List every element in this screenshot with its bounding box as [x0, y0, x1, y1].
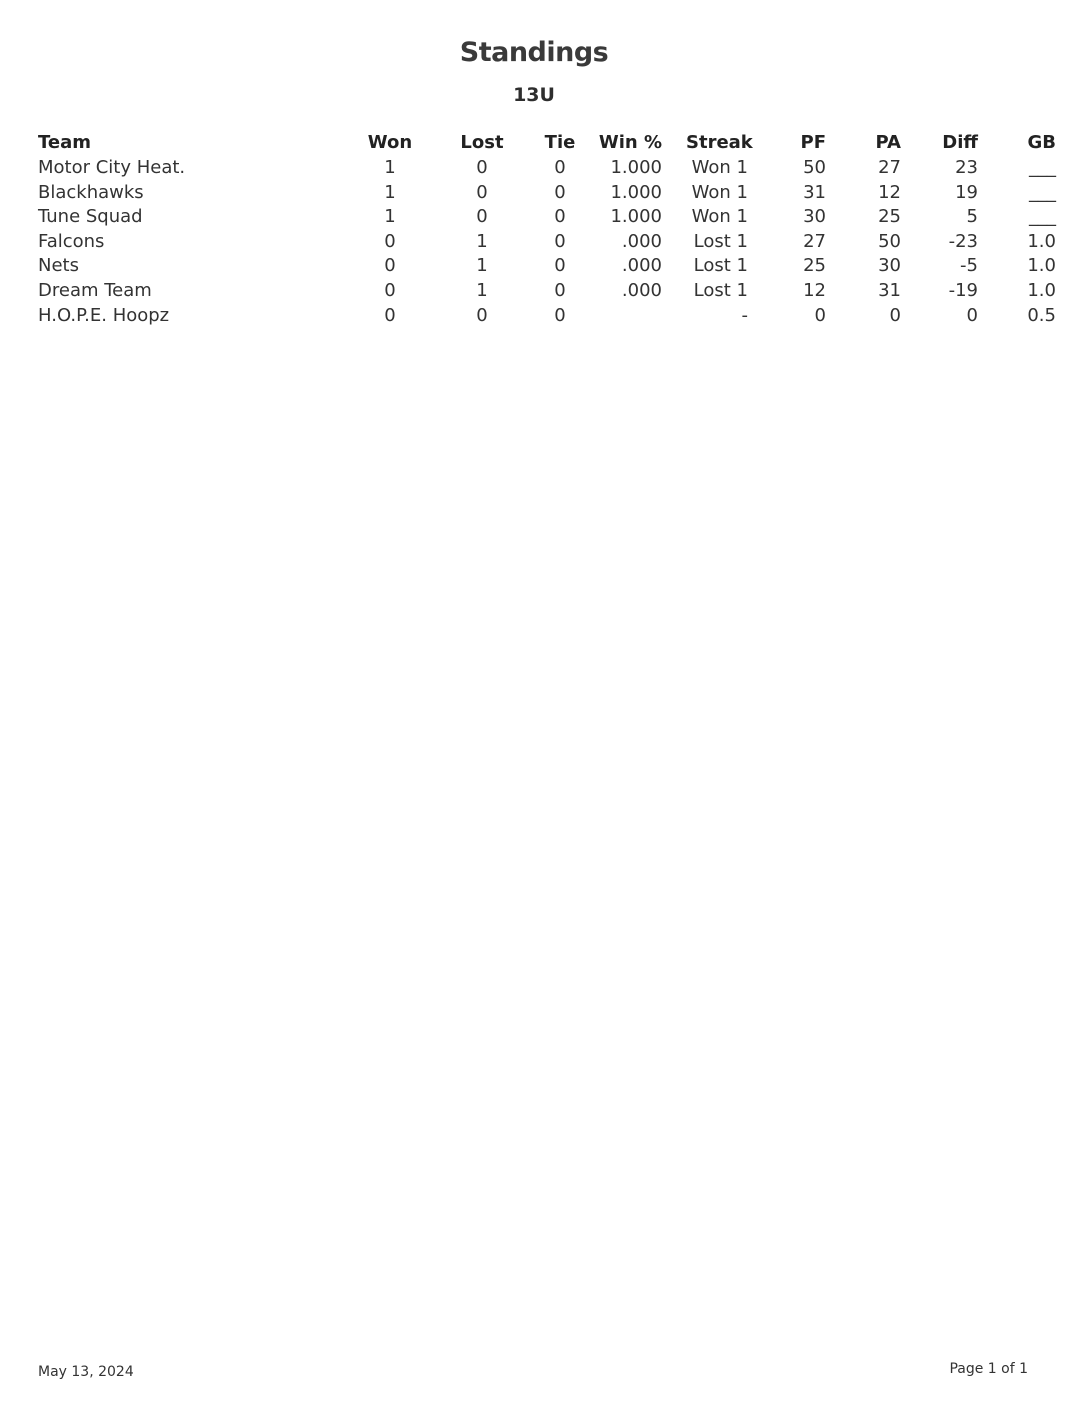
- division-subtitle: 13U: [513, 84, 555, 106]
- streak-value: Lost 1: [693, 230, 748, 252]
- win-pct-value: 1.000: [610, 157, 662, 178]
- gb-value: 0.5: [1027, 304, 1056, 326]
- diff-value: 19: [955, 181, 978, 203]
- pa-value: 25: [878, 206, 901, 228]
- header-diff: Diff: [942, 132, 978, 153]
- gb-value: 1.0: [1027, 230, 1056, 252]
- streak-value: Lost 1: [693, 255, 748, 277]
- diff-value: -19: [948, 279, 978, 301]
- win-pct-value: 1.000: [610, 181, 662, 203]
- table-row: [0, 278, 1088, 303]
- tie-value: 0: [554, 304, 566, 326]
- table-row: [0, 204, 1088, 229]
- tie-value: 0: [554, 279, 566, 301]
- table-row: [0, 155, 1088, 180]
- diff-value: 0: [966, 304, 978, 326]
- team-name: Blackhawks: [38, 181, 144, 203]
- header-team: Team: [38, 132, 91, 153]
- won-value: 0: [384, 279, 396, 301]
- header-lost: Lost: [460, 132, 504, 153]
- gb-value: ___: [1029, 157, 1056, 178]
- tie-value: 0: [554, 206, 566, 228]
- pf-value: 25: [803, 255, 826, 277]
- won-value: 1: [384, 206, 396, 228]
- table-row: [0, 180, 1088, 205]
- pf-value: 50: [803, 157, 826, 178]
- table-row: [0, 253, 1088, 278]
- tie-value: 0: [554, 230, 566, 252]
- lost-value: 0: [476, 157, 488, 178]
- footer-date: May 13, 2024: [38, 1364, 134, 1380]
- diff-value: -5: [960, 255, 978, 277]
- standings-table: [0, 130, 1088, 327]
- tie-value: 0: [554, 255, 566, 277]
- page-title: Standings: [459, 37, 609, 68]
- streak-value: Won 1: [691, 157, 748, 178]
- tie-value: 0: [554, 157, 566, 178]
- header-pf: PF: [800, 132, 826, 153]
- team-name: H.O.P.E. Hoopz: [38, 304, 170, 326]
- footer-page-number: Page 1 of 1: [949, 1361, 1028, 1377]
- win-pct-value: .000: [621, 255, 662, 277]
- lost-value: 1: [476, 279, 488, 301]
- header-win-pct: Win %: [598, 132, 662, 153]
- team-name: Dream Team: [38, 279, 152, 301]
- gb-value: ___: [1029, 206, 1056, 228]
- team-name: Falcons: [38, 230, 105, 252]
- pa-value: 30: [878, 255, 901, 277]
- win-pct-value: 1.000: [610, 206, 662, 228]
- streak-value: Won 1: [691, 181, 748, 203]
- lost-value: 0: [476, 206, 488, 228]
- pf-value: 30: [803, 206, 826, 228]
- table-row: [0, 303, 1088, 328]
- won-value: 0: [384, 230, 396, 252]
- lost-value: 0: [476, 181, 488, 203]
- header-tie: Tie: [544, 132, 576, 153]
- lost-value: 1: [476, 255, 488, 277]
- table-header-row: [0, 130, 1088, 155]
- pa-value: 31: [878, 279, 901, 301]
- pf-value: 12: [803, 279, 826, 301]
- diff-value: 5: [966, 206, 978, 228]
- gb-value: 1.0: [1027, 279, 1056, 301]
- pf-value: 31: [803, 181, 826, 203]
- header-gb: GB: [1027, 132, 1056, 153]
- diff-value: 23: [955, 157, 978, 178]
- pa-value: 50: [878, 230, 901, 252]
- gb-value: 1.0: [1027, 255, 1056, 277]
- won-value: 1: [384, 181, 396, 203]
- pf-value: 0: [814, 304, 826, 326]
- won-value: 1: [384, 157, 396, 178]
- tie-value: 0: [554, 181, 566, 203]
- header-streak: Streak: [686, 132, 753, 153]
- won-value: 0: [384, 304, 396, 326]
- team-name: Nets: [38, 255, 79, 277]
- won-value: 0: [384, 255, 396, 277]
- gb-value: ___: [1029, 181, 1056, 203]
- streak-value: Lost 1: [693, 279, 748, 301]
- team-name: Motor City Heat.: [38, 157, 186, 178]
- streak-value: -: [741, 304, 748, 326]
- header-won: Won: [367, 132, 413, 153]
- lost-value: 1: [476, 230, 488, 252]
- table-row: [0, 229, 1088, 254]
- streak-value: Won 1: [691, 206, 748, 228]
- pa-value: 0: [889, 304, 901, 326]
- win-pct-value: .000: [621, 230, 662, 252]
- lost-value: 0: [476, 304, 488, 326]
- team-name: Tune Squad: [38, 206, 143, 228]
- pa-value: 27: [878, 157, 901, 178]
- win-pct-value: .000: [621, 279, 662, 301]
- pf-value: 27: [803, 230, 826, 252]
- header-pa: PA: [875, 132, 901, 153]
- pa-value: 12: [878, 181, 901, 203]
- diff-value: -23: [948, 230, 978, 252]
